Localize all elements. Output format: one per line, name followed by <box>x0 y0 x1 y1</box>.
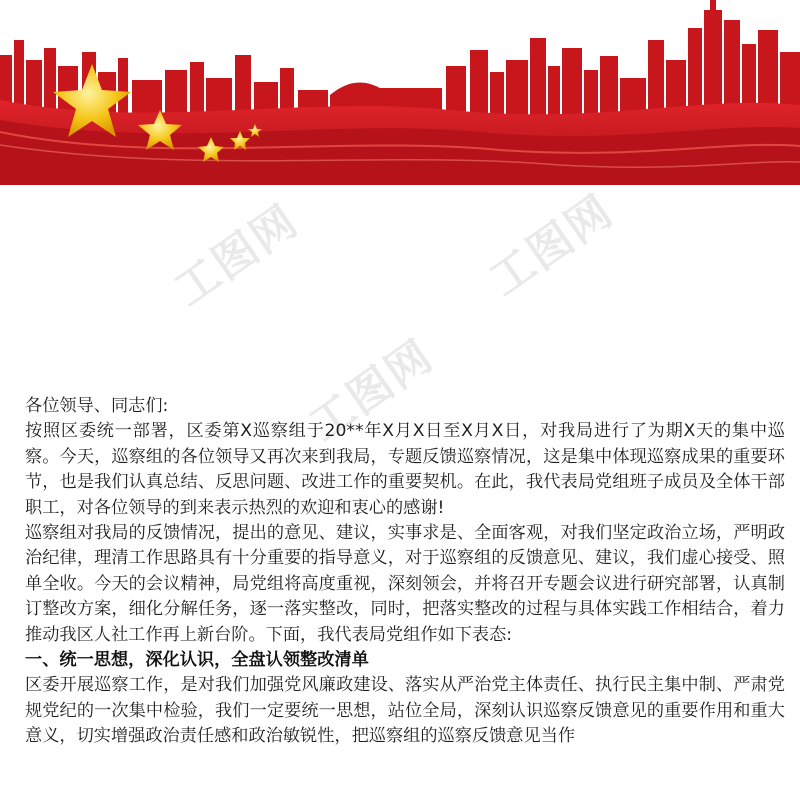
watermark: 工图网 <box>480 185 623 307</box>
paragraph: 按照区委统一部署，区委第Ⅹ巡察组于20**年Ⅹ月Ⅹ日至Ⅹ月Ⅹ日，对我局进行了为期Ⅹ天的集中巡察。今天，巡察组的各位领导又再次来到我局，专题反馈巡察情况，这是集中体现巡察成果的重要环节，也是我们认真总结、反思问题、改进工作的重要契机。在此，我代表局党组班子成员及全体干部职工，对各位领导的到来表示热烈的欢迎和衷心的感谢! <box>25 421 785 518</box>
header-banner <box>0 0 800 185</box>
paragraph: 区委开展巡察工作，是对我们加强党风廉政建设、落实从严治党主体责任、执行民主集中制、严肃党规党纪的一次集中检验，我们一定要统一思想，站位全局，深刻认识巡察反馈意见的重要作用和重大意义，切实增强政治责任感和政治敏锐性，把巡察组的巡察反馈意见当作 <box>25 675 785 747</box>
city-skyline-graphic <box>0 0 800 185</box>
paragraph: 巡察组对我局的反馈情况，提出的意见、建议，实事求是、全面客观，对我们坚定政治立场，严明政治纪律，理清工作思路具有十分重要的指导意义，对于巡察组的反馈意见、建议，我们虚心接受、照单全收。今天的会议精神，局党组将高度重视，深刻领会，并将召开专题会议进行研究部署，认真制订整改方案，细化分解任务，逐一落实整改，同时，把落实整改的过程与具体实践工作相结合，着力推动我区人社工作再上新台阶。下面，我代表局党组作如下表态: <box>25 523 785 645</box>
document-body <box>25 394 785 750</box>
watermark: 工图网 <box>300 330 443 452</box>
salutation: 各位领导、同志们: <box>25 396 169 416</box>
section-heading: 一、统一思想，深化认识，全盘认领整改清单 <box>25 650 369 671</box>
watermark: 工图网 <box>165 195 308 317</box>
